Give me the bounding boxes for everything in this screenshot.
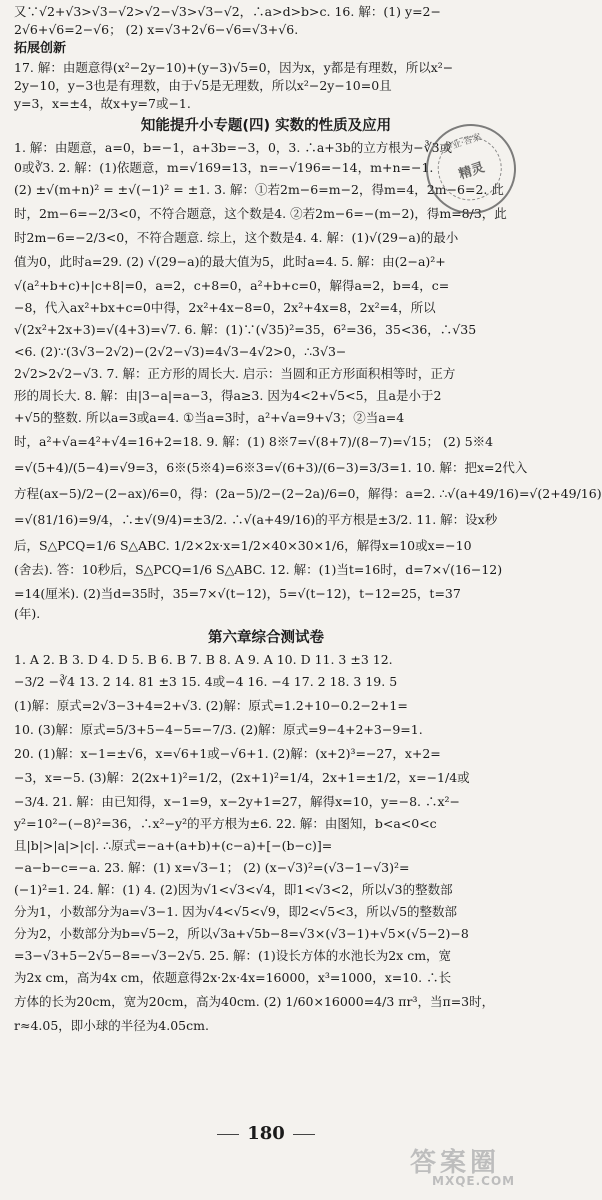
page-number-dash-left bbox=[217, 1134, 239, 1135]
text-line: 方程(ax−5)/2−(2−ax)/6=0，得：(2a−5)/2−(2−2a)/6=0，解得：a=2. ∴√(a+49/16)=√(2+49/16) bbox=[14, 486, 602, 501]
watermark-main: 答案圈 bbox=[410, 1148, 501, 1178]
text-line: −3，x=−5. (3)解：2(2x+1)²=1/2，(2x+1)²=1/4，2x+1=±1/2，x=−1/4或 bbox=[14, 770, 470, 785]
text-line: 后，S△PCQ=1/6 S△ABC. 1/2×2x·x=1/2×40×30×1/6，解得x=10或x=−10 bbox=[14, 538, 472, 553]
text-line: 时，a²+√a=4²+√4=16+2=18. 9. 解：(1) 8※7=√(8+7)/(8−7)=√15； (2) 5※4 bbox=[14, 434, 494, 449]
text-line: √(a²+b+c)+|c+8|=0，a=2，c+8=0，a²+b+c=0，解得a=2，b=4，c= bbox=[14, 278, 450, 293]
text-line: 10. (3)解：原式=5/3+5−4−5=−7/3. (2)解：原式=9−4+2+3−9=1. bbox=[14, 722, 423, 737]
section-heading-extension: 拓展创新 bbox=[14, 41, 67, 56]
section-heading-special-topic: 知能提升小专题(四) 实数的性质及应用 bbox=[140, 118, 392, 134]
text-line: r≈4.05，即小球的半径为4.05cm. bbox=[14, 1018, 209, 1033]
text-line: 2√6+√6=2−√6； (2) x=√3+2√6−√6=√3+√6. bbox=[14, 22, 299, 37]
text-line: 17. 解：由题意得(x²−2y−10)+(y−3)√5=0，因为x，y都是有理数，所以x²− bbox=[14, 60, 454, 75]
text-line: =3−√3+5−2√5−8=−√3−2√5. 25. 解：(1)设长方体的水池长为2x cm，宽 bbox=[14, 948, 452, 963]
text-line: 且|b|>|a|>|c|. ∴原式=−a+(a+b)+(c−a)+[−(b−c)]= bbox=[14, 838, 333, 853]
text-line: −3/2 −∛4 13. 2 14. 81 ±3 15. 4或−4 16. −4 17. 2 18. 3 19. 5 bbox=[14, 674, 398, 689]
text-line: 20. (1)解：x−1=±√6，x=√6+1或−√6+1. (2)解：(x+2)³=−27，x+2= bbox=[14, 746, 441, 761]
text-line: =14(厘米). (2)当d=35时，35=7×√(t−12)，5=√(t−12)，t−12=25，t=37 bbox=[14, 586, 461, 601]
text-line: 值为0，此时a=29. (2) √(29−a)的最大值为5，此时a=4. 5. 解：由(2−a)²+ bbox=[14, 254, 446, 269]
stamp-ring-text: 作业·答案 bbox=[442, 132, 483, 155]
text-line: <6. (2)∵(3√3−2√2)−(2√2−√3)=4√3−4√2>0，∴3√3− bbox=[14, 344, 347, 359]
text-line: (2) ±√(m+n)² = ±√(−1)² = ±1. 3. 解：①若2m−6=m−2，得m=4，2m−6=2. 此 bbox=[14, 182, 504, 197]
text-line: (舍去). 答：10秒后，S△PCQ=1/6 S△ABC. 12. 解：(1)当t=16时，d=7×√(16−12) bbox=[14, 562, 503, 577]
text-line: 分为2，小数部分为b=√5−2，所以√3a+√5b−8=√3×(√3−1)+√5×(√5−2)−8 bbox=[14, 926, 469, 941]
text-line: 2√2>2√2−√3. 7. 解：正方形的周长大. 启示：当圆和正方形面积相等时，正方 bbox=[14, 366, 456, 381]
text-line: =√(81/16)=9/4，∴±√(9/4)=±3/2. ∴√(a+49/16)的平方根是±3/2. 11. 解：设x秒 bbox=[14, 512, 498, 527]
text-line: (年). bbox=[14, 606, 41, 621]
text-line: y=3，x=±4，故x+y=7或−1. bbox=[14, 96, 191, 111]
text-line: √(2x²+2x+3)=√(4+3)=√7. 6. 解：(1)∵(√35)²=35，6²=36，35<36，∴√35 bbox=[14, 322, 477, 337]
page-number-value: 180 bbox=[247, 1123, 285, 1144]
text-line: 时2m−6=−2/3<0，不符合题意. 综上，这个数是4. 4. 解：(1)√(29−a)的最小 bbox=[14, 230, 459, 245]
text-line: 为2x cm，高为4x cm，依题意得2x·2x·4x=16000，x³=1000，x=10. ∴长 bbox=[14, 970, 452, 985]
text-line: 1. 解：由题意，a=0，b=−1，a+3b=−3，0，3. ∴a+3b的立方根为−∛3或 bbox=[14, 140, 453, 155]
text-line: y²=10²−(−8)²=36，∴x²−y²的平方根为±6. 22. 解：由图知，b<a<0<c bbox=[14, 816, 437, 831]
page-number-dash-right bbox=[293, 1134, 315, 1135]
text-line: 分为1，小数部分为a=√3−1. 因为√4<√5<√9，即2<√5<3，所以√5的整数部 bbox=[14, 904, 458, 919]
watermark-sub: MXQE.COM bbox=[432, 1174, 516, 1188]
text-line: (−1)²=1. 24. 解：(1) 4. (2)因为√1<√3<√4，即1<√3<2，所以√3的整数部 bbox=[14, 882, 453, 897]
text-line: 方体的长为20cm，宽为20cm，高为40cm. (2) 1/60×16000=4/3 πr³，当π=3时， bbox=[14, 994, 495, 1009]
text-line: 又∵√2+√3>√3−√2>√2−√3>√3−√2，∴a>d>b>c. 16. 解：(1) y=2− bbox=[14, 4, 441, 19]
text-line: −3/4. 21. 解：由已知得，x−1=9，x−2y+1=27，解得x=10，y=−8. ∴x²− bbox=[14, 794, 461, 809]
text-line: −8，代入ax²+bx+c=0中得，2x²+4x−8=0，2x²+4x=8，2x²=4，所以 bbox=[14, 300, 436, 315]
section-heading-chapter-test: 第六章综合测试卷 bbox=[208, 630, 324, 646]
site-watermark bbox=[402, 1142, 522, 1194]
text-line: =√(5+4)/(5−4)=√9=3，6※(5※4)=6※3=√(6+3)/(6−3)=3/3=1. 10. 解：把x=2代入 bbox=[14, 460, 528, 475]
text-line: −a−b−c=−a. 23. 解：(1) x=√3−1； (2) (x−√3)²=(√3−1−√3)²= bbox=[14, 860, 410, 875]
text-line: 0或∛3. 2. 解：(1)依题意，m=√169=13，n=−√196=−14，m+n=−1. bbox=[14, 160, 434, 175]
text-line: 2y−10，y−3也是有理数，由于√5是无理数，所以x²−2y−10=0且 bbox=[14, 78, 392, 93]
text-line: 1. A 2. B 3. D 4. D 5. B 6. B 7. B 8. A 9. A 10. D 11. 3 ±3 12. bbox=[14, 652, 393, 667]
stamp-center-text: 精灵 bbox=[457, 160, 487, 183]
text-line: 形的周长大. 8. 解：由|3−a|=a−3，得a≥3. 因为4<2+√5<5，且a是小于2 bbox=[14, 388, 442, 403]
text-line: (1)解：原式=2√3−3+4=2+√3. (2)解：原式=1.2+10−0.2−2+1= bbox=[14, 698, 408, 713]
text-line: 时，2m−6=−2/3<0，不符合题意，这个数是4. ②若2m−6=−(m−2)，得m=8/3，此 bbox=[14, 206, 507, 221]
text-line: +√5的整数. 所以a=3或a=4. ①当a=3时，a²+√a=9+√3；②当a=4 bbox=[14, 410, 405, 425]
